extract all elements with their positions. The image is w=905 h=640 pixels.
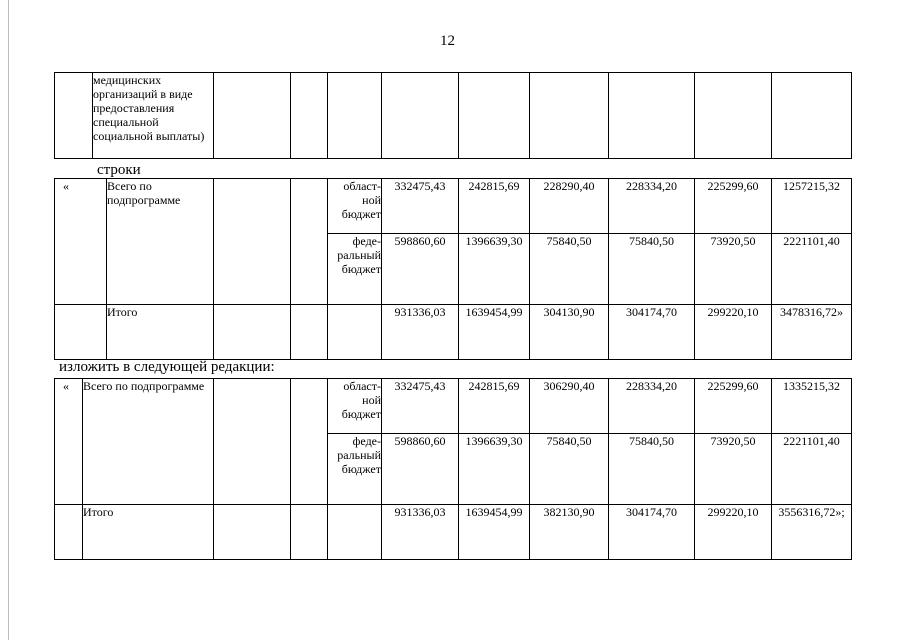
top-cell-6	[382, 73, 459, 159]
old-regional-value-2: 242815,69	[459, 179, 530, 234]
old-total-label: Итого	[107, 305, 214, 360]
new-regional-value-1: 332475,43	[382, 379, 459, 434]
top-cell-8	[530, 73, 609, 159]
old-regional-budget-label: област-ной бюджет	[328, 179, 382, 234]
new-federal-budget-label: феде-ральный бюджет	[328, 434, 382, 505]
new-table	[54, 378, 852, 560]
label-rows: строки	[97, 162, 141, 178]
new-federal-value-6: 2221101,40	[772, 434, 852, 505]
old-regional-value-6: 1257215,32	[772, 179, 852, 234]
new-total-label: Итого	[83, 505, 214, 560]
old-total-empty-4	[291, 305, 328, 360]
top-description: медицинских организаций в виде предоставления специальной социальной выплаты)	[93, 73, 214, 159]
old-total-value-1: 931336,03	[382, 305, 459, 360]
page-left-edge	[8, 0, 9, 640]
new-federal-value-3: 75840,50	[530, 434, 609, 505]
new-federal-value-2: 1396639,30	[459, 434, 530, 505]
new-federal-value-4: 75840,50	[609, 434, 695, 505]
old-total-value-6: 3478316,72»	[772, 305, 852, 360]
new-total-value-6: 3556316,72»;	[772, 505, 852, 560]
new-subprogram-label: Всего по подпрограмме	[83, 379, 214, 505]
old-federal-value-4: 75840,50	[609, 234, 695, 305]
old-open-quote: «	[63, 179, 69, 193]
label-new-edition: изложить в следующей редакции:	[59, 359, 275, 375]
top-cell-5	[328, 73, 382, 159]
top-cell-4	[291, 73, 328, 159]
new-empty-col3	[214, 379, 291, 505]
new-total-value-1: 931336,03	[382, 505, 459, 560]
old-quote-cell	[55, 179, 107, 305]
top-table	[54, 72, 852, 159]
new-empty-col4	[291, 379, 328, 505]
old-regional-value-4: 228334,20	[609, 179, 695, 234]
old-total-empty-3	[214, 305, 291, 360]
old-federal-value-3: 75840,50	[530, 234, 609, 305]
new-regional-budget-label: област-ной бюджет	[328, 379, 382, 434]
old-subprogram-label: Всего по подпрограмме	[107, 179, 214, 305]
new-federal-value-5: 73920,50	[695, 434, 772, 505]
new-open-quote: «	[63, 379, 69, 393]
new-regional-value-4: 228334,20	[609, 379, 695, 434]
old-empty-col3	[214, 179, 291, 305]
new-total-empty-1	[55, 505, 83, 560]
new-regional-value-5: 225299,60	[695, 379, 772, 434]
old-total-empty-5	[328, 305, 382, 360]
top-cell-10	[695, 73, 772, 159]
old-regional-value-5: 225299,60	[695, 179, 772, 234]
new-regional-value-2: 242815,69	[459, 379, 530, 434]
old-total-value-2: 1639454,99	[459, 305, 530, 360]
top-cell-1	[55, 73, 93, 159]
new-total-empty-3	[214, 505, 291, 560]
old-total-value-3: 304130,90	[530, 305, 609, 360]
new-total-value-2: 1639454,99	[459, 505, 530, 560]
old-federal-value-2: 1396639,30	[459, 234, 530, 305]
old-regional-value-3: 228290,40	[530, 179, 609, 234]
old-federal-value-5: 73920,50	[695, 234, 772, 305]
old-total-value-4: 304174,70	[609, 305, 695, 360]
new-regional-value-6: 1335215,32	[772, 379, 852, 434]
old-total-value-5: 299220,10	[695, 305, 772, 360]
page-number: 12	[440, 33, 455, 49]
old-federal-budget-label: феде-ральный бюджет	[328, 234, 382, 305]
new-total-value-4: 304174,70	[609, 505, 695, 560]
old-regional-value-1: 332475,43	[382, 179, 459, 234]
old-federal-value-6: 2221101,40	[772, 234, 852, 305]
new-total-value-5: 299220,10	[695, 505, 772, 560]
new-total-value-3: 382130,90	[530, 505, 609, 560]
old-empty-col4	[291, 179, 328, 305]
top-cell-7	[459, 73, 530, 159]
old-federal-value-1: 598860,60	[382, 234, 459, 305]
new-total-empty-5	[328, 505, 382, 560]
new-total-empty-4	[291, 505, 328, 560]
top-cell-9	[609, 73, 695, 159]
new-federal-value-1: 598860,60	[382, 434, 459, 505]
old-total-empty-1	[55, 305, 107, 360]
new-quote-cell	[55, 379, 83, 505]
new-regional-value-3: 306290,40	[530, 379, 609, 434]
old-table	[54, 178, 852, 360]
top-cell-3	[214, 73, 291, 159]
top-cell-11	[772, 73, 852, 159]
